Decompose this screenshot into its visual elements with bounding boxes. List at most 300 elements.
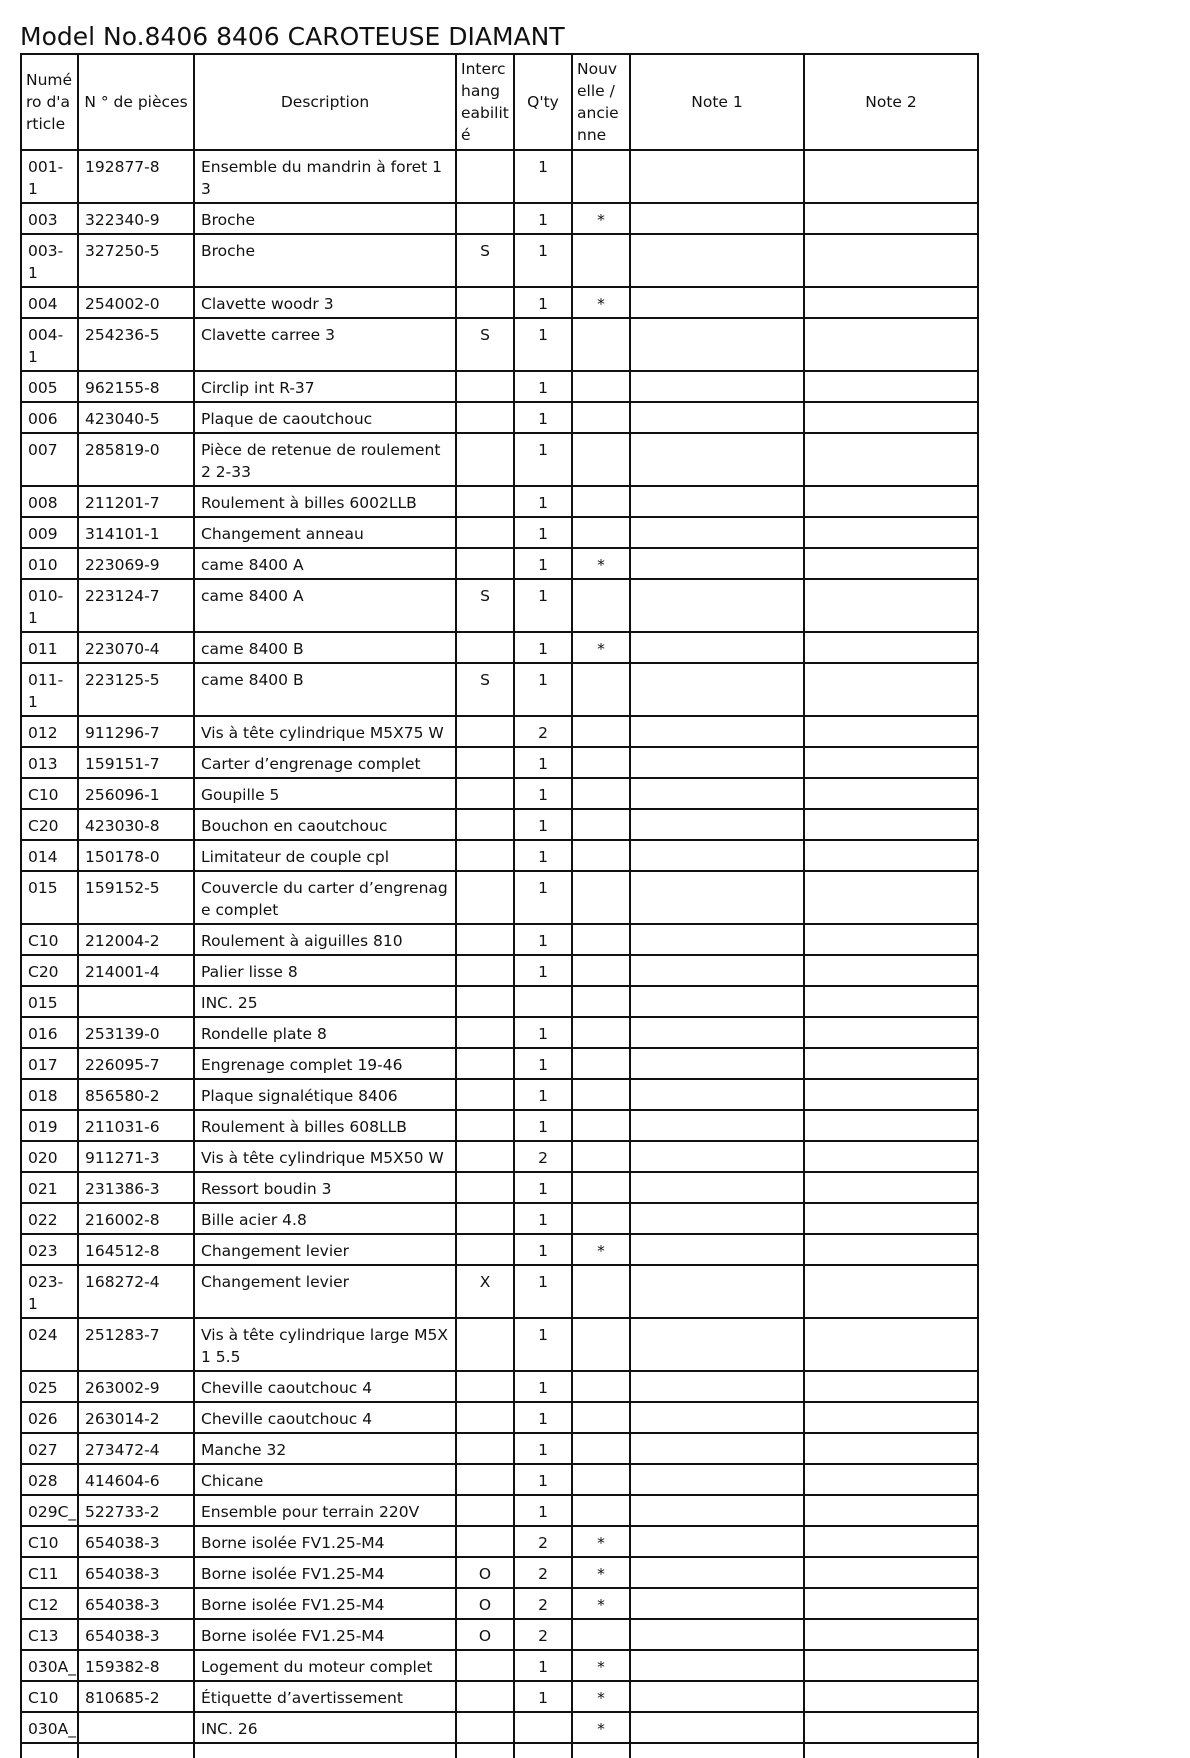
cell-item-number: 004 bbox=[21, 287, 78, 318]
table-row bbox=[21, 1079, 978, 1110]
cell-quantity: 1 bbox=[514, 287, 572, 318]
cell-part-number: 522733-2 bbox=[78, 1495, 194, 1526]
parts-table-body bbox=[21, 150, 978, 1758]
cell-note-1 bbox=[630, 1048, 804, 1079]
cell-interchangeability: S bbox=[456, 663, 514, 716]
cell-interchangeability bbox=[456, 1203, 514, 1234]
cell-description: Bouchon en caoutchouc bbox=[194, 809, 456, 840]
cell-item-number: 017 bbox=[21, 1048, 78, 1079]
cell-description: came 8400 B bbox=[194, 632, 456, 663]
table-row bbox=[21, 287, 978, 318]
cell-new-old: * bbox=[572, 287, 630, 318]
cell-note-2 bbox=[804, 871, 978, 924]
cell-quantity: 1 bbox=[514, 203, 572, 234]
cell-note-1 bbox=[630, 287, 804, 318]
cell-item-number: 023-1 bbox=[21, 1265, 78, 1318]
cell-part-number: 322340-9 bbox=[78, 203, 194, 234]
cell-description: Vis à tête cylindrique large M5X1 5.5 bbox=[194, 1318, 456, 1371]
cell-description: Broche bbox=[194, 203, 456, 234]
cell-interchangeability bbox=[456, 924, 514, 955]
cell-part-number: 216002-8 bbox=[78, 1203, 194, 1234]
cell-new-old bbox=[572, 579, 630, 632]
cell-quantity: 1 bbox=[514, 1402, 572, 1433]
cell-item-number: 001-1 bbox=[21, 150, 78, 203]
cell-interchangeability bbox=[456, 486, 514, 517]
table-row bbox=[21, 203, 978, 234]
cell-note-2 bbox=[804, 486, 978, 517]
table-row bbox=[21, 1265, 978, 1318]
cell-note-2 bbox=[804, 234, 978, 287]
table-row bbox=[21, 1526, 978, 1557]
cell-quantity: 1 bbox=[514, 955, 572, 986]
table-row bbox=[21, 871, 978, 924]
table-row bbox=[21, 1048, 978, 1079]
table-row bbox=[21, 548, 978, 579]
cell-part-number: 226095-7 bbox=[78, 1048, 194, 1079]
cell-note-2 bbox=[804, 986, 978, 1017]
cell-interchangeability bbox=[456, 1318, 514, 1371]
cell-new-old: * bbox=[572, 548, 630, 579]
cell-note-1 bbox=[630, 517, 804, 548]
cell-note-2 bbox=[804, 778, 978, 809]
cell-note-1 bbox=[630, 1526, 804, 1557]
empty-cell bbox=[194, 1743, 456, 1758]
cell-part-number: 212004-2 bbox=[78, 924, 194, 955]
cell-new-old bbox=[572, 1402, 630, 1433]
cell-interchangeability bbox=[456, 517, 514, 548]
cell-interchangeability bbox=[456, 809, 514, 840]
cell-note-1 bbox=[630, 1172, 804, 1203]
cell-description: Plaque de caoutchouc bbox=[194, 402, 456, 433]
cell-quantity: 1 bbox=[514, 548, 572, 579]
table-row bbox=[21, 1588, 978, 1619]
cell-item-number: 006 bbox=[21, 402, 78, 433]
cell-description: INC. 26 bbox=[194, 1712, 456, 1743]
cell-item-number: C20 bbox=[21, 809, 78, 840]
cell-item-number: 007 bbox=[21, 433, 78, 486]
cell-description: Engrenage complet 19-46 bbox=[194, 1048, 456, 1079]
cell-note-2 bbox=[804, 433, 978, 486]
cell-new-old bbox=[572, 1079, 630, 1110]
cell-part-number: 211031-6 bbox=[78, 1110, 194, 1141]
cell-note-2 bbox=[804, 1464, 978, 1495]
cell-item-number: 030A_ bbox=[21, 1712, 78, 1743]
cell-note-2 bbox=[804, 1402, 978, 1433]
cell-description: Chicane bbox=[194, 1464, 456, 1495]
cell-item-number: C11 bbox=[21, 1557, 78, 1588]
table-row bbox=[21, 1402, 978, 1433]
cell-note-2 bbox=[804, 402, 978, 433]
cell-item-number: 028 bbox=[21, 1464, 78, 1495]
cell-interchangeability bbox=[456, 371, 514, 402]
table-row bbox=[21, 1619, 978, 1650]
cell-new-old: * bbox=[572, 1712, 630, 1743]
cell-new-old bbox=[572, 1464, 630, 1495]
cell-description: came 8400 A bbox=[194, 548, 456, 579]
cell-description: Broche bbox=[194, 234, 456, 287]
table-row bbox=[21, 1495, 978, 1526]
cell-interchangeability bbox=[456, 1433, 514, 1464]
cell-note-1 bbox=[630, 1650, 804, 1681]
cell-note-2 bbox=[804, 1048, 978, 1079]
cell-note-1 bbox=[630, 924, 804, 955]
cell-interchangeability bbox=[456, 986, 514, 1017]
table-row bbox=[21, 234, 978, 287]
cell-interchangeability bbox=[456, 150, 514, 203]
table-row bbox=[21, 579, 978, 632]
cell-note-2 bbox=[804, 1650, 978, 1681]
table-row bbox=[21, 986, 978, 1017]
cell-item-number: 013 bbox=[21, 747, 78, 778]
cell-description: Changement anneau bbox=[194, 517, 456, 548]
cell-note-2 bbox=[804, 548, 978, 579]
table-row bbox=[21, 318, 978, 371]
cell-quantity: 1 bbox=[514, 778, 572, 809]
cell-new-old bbox=[572, 747, 630, 778]
cell-quantity: 2 bbox=[514, 1619, 572, 1650]
cell-description: Cheville caoutchouc 4 bbox=[194, 1402, 456, 1433]
cell-description: Cheville caoutchouc 4 bbox=[194, 1371, 456, 1402]
cell-interchangeability: O bbox=[456, 1557, 514, 1588]
cell-note-1 bbox=[630, 840, 804, 871]
cell-description: Circlip int R-37 bbox=[194, 371, 456, 402]
cell-part-number: 911296-7 bbox=[78, 716, 194, 747]
cell-quantity bbox=[514, 986, 572, 1017]
cell-note-1 bbox=[630, 579, 804, 632]
cell-quantity: 1 bbox=[514, 1110, 572, 1141]
table-row bbox=[21, 150, 978, 203]
cell-note-2 bbox=[804, 1712, 978, 1743]
cell-quantity: 1 bbox=[514, 1265, 572, 1318]
cell-item-number: 015 bbox=[21, 871, 78, 924]
cell-note-2 bbox=[804, 1557, 978, 1588]
cell-item-number: 003 bbox=[21, 203, 78, 234]
cell-item-number: C12 bbox=[21, 1588, 78, 1619]
table-row bbox=[21, 1371, 978, 1402]
cell-new-old: * bbox=[572, 632, 630, 663]
cell-new-old bbox=[572, 1265, 630, 1318]
cell-note-1 bbox=[630, 809, 804, 840]
cell-note-2 bbox=[804, 1203, 978, 1234]
cell-item-number: 029C_ bbox=[21, 1495, 78, 1526]
table-row bbox=[21, 632, 978, 663]
cell-new-old: * bbox=[572, 203, 630, 234]
cell-note-1 bbox=[630, 1681, 804, 1712]
cell-quantity: 1 bbox=[514, 517, 572, 548]
cell-part-number: 159382-8 bbox=[78, 1650, 194, 1681]
table-row bbox=[21, 402, 978, 433]
cell-quantity: 1 bbox=[514, 840, 572, 871]
cell-note-1 bbox=[630, 663, 804, 716]
table-row bbox=[21, 716, 978, 747]
cell-note-1 bbox=[630, 1557, 804, 1588]
page-title: Model No.8406 8406 CAROTEUSE DIAMANT bbox=[20, 22, 565, 51]
empty-cell bbox=[78, 1743, 194, 1758]
cell-new-old bbox=[572, 716, 630, 747]
table-row bbox=[21, 1712, 978, 1743]
cell-new-old bbox=[572, 1371, 630, 1402]
cell-quantity: 2 bbox=[514, 1557, 572, 1588]
cell-interchangeability bbox=[456, 287, 514, 318]
cell-part-number: 423030-8 bbox=[78, 809, 194, 840]
cell-note-2 bbox=[804, 1079, 978, 1110]
cell-note-1 bbox=[630, 1588, 804, 1619]
cell-part-number: 263014-2 bbox=[78, 1402, 194, 1433]
cell-note-2 bbox=[804, 1495, 978, 1526]
cell-note-2 bbox=[804, 203, 978, 234]
cell-description: Goupille 5 bbox=[194, 778, 456, 809]
cell-item-number: 005 bbox=[21, 371, 78, 402]
cell-item-number: 027 bbox=[21, 1433, 78, 1464]
table-row bbox=[21, 809, 978, 840]
cell-item-number: 020 bbox=[21, 1141, 78, 1172]
cell-quantity: 1 bbox=[514, 1203, 572, 1234]
cell-note-2 bbox=[804, 1172, 978, 1203]
cell-part-number: 150178-0 bbox=[78, 840, 194, 871]
cell-quantity: 1 bbox=[514, 663, 572, 716]
table-row bbox=[21, 1557, 978, 1588]
cell-note-2 bbox=[804, 1619, 978, 1650]
cell-note-2 bbox=[804, 1681, 978, 1712]
cell-interchangeability bbox=[456, 1048, 514, 1079]
cell-item-number: 019 bbox=[21, 1110, 78, 1141]
cell-interchangeability: S bbox=[456, 234, 514, 287]
empty-cell bbox=[630, 1743, 804, 1758]
cell-quantity: 1 bbox=[514, 1371, 572, 1402]
cell-interchangeability bbox=[456, 778, 514, 809]
cell-description: Vis à tête cylindrique M5X50 W bbox=[194, 1141, 456, 1172]
cell-quantity: 1 bbox=[514, 1172, 572, 1203]
cell-note-2 bbox=[804, 1371, 978, 1402]
cell-new-old bbox=[572, 871, 630, 924]
cell-interchangeability: S bbox=[456, 318, 514, 371]
cell-quantity: 1 bbox=[514, 1048, 572, 1079]
cell-new-old bbox=[572, 371, 630, 402]
cell-part-number: 211201-7 bbox=[78, 486, 194, 517]
cell-part-number: 263002-9 bbox=[78, 1371, 194, 1402]
cell-interchangeability bbox=[456, 402, 514, 433]
table-row bbox=[21, 778, 978, 809]
cell-part-number: 654038-3 bbox=[78, 1526, 194, 1557]
cell-new-old bbox=[572, 1203, 630, 1234]
cell-description: Manche 32 bbox=[194, 1433, 456, 1464]
column-header-new-old: Nouvelle / ancienne bbox=[572, 54, 630, 150]
cell-item-number: 023 bbox=[21, 1234, 78, 1265]
cell-note-2 bbox=[804, 663, 978, 716]
cell-new-old bbox=[572, 318, 630, 371]
cell-note-1 bbox=[630, 778, 804, 809]
column-header-part-number: N ° de pièces bbox=[78, 54, 194, 150]
cell-new-old bbox=[572, 1172, 630, 1203]
cell-note-2 bbox=[804, 840, 978, 871]
cell-new-old: * bbox=[572, 1681, 630, 1712]
cell-item-number: C13 bbox=[21, 1619, 78, 1650]
cell-note-2 bbox=[804, 809, 978, 840]
cell-note-1 bbox=[630, 1141, 804, 1172]
cell-note-2 bbox=[804, 579, 978, 632]
cell-part-number: 423040-5 bbox=[78, 402, 194, 433]
cell-description: Ressort boudin 3 bbox=[194, 1172, 456, 1203]
cell-note-2 bbox=[804, 747, 978, 778]
cell-new-old bbox=[572, 809, 630, 840]
cell-note-2 bbox=[804, 150, 978, 203]
cell-item-number: 011-1 bbox=[21, 663, 78, 716]
cell-item-number: 024 bbox=[21, 1318, 78, 1371]
table-row bbox=[21, 486, 978, 517]
cell-new-old bbox=[572, 1433, 630, 1464]
column-header-quantity: Q'ty bbox=[514, 54, 572, 150]
table-row bbox=[21, 747, 978, 778]
cell-description: Clavette carree 3 bbox=[194, 318, 456, 371]
cell-item-number: 011 bbox=[21, 632, 78, 663]
cell-part-number bbox=[78, 1712, 194, 1743]
cell-new-old bbox=[572, 402, 630, 433]
cell-note-1 bbox=[630, 1079, 804, 1110]
cell-item-number: 021 bbox=[21, 1172, 78, 1203]
cell-new-old: * bbox=[572, 1588, 630, 1619]
cell-interchangeability bbox=[456, 1172, 514, 1203]
cell-item-number: 012 bbox=[21, 716, 78, 747]
cell-new-old bbox=[572, 1141, 630, 1172]
cell-quantity: 1 bbox=[514, 1234, 572, 1265]
cell-new-old: * bbox=[572, 1234, 630, 1265]
cell-item-number: 003-1 bbox=[21, 234, 78, 287]
cell-interchangeability bbox=[456, 203, 514, 234]
cell-quantity: 1 bbox=[514, 1650, 572, 1681]
cell-interchangeability bbox=[456, 1402, 514, 1433]
cell-description: Borne isolée FV1.25-M4 bbox=[194, 1526, 456, 1557]
cell-new-old: * bbox=[572, 1526, 630, 1557]
cell-part-number: 285819-0 bbox=[78, 433, 194, 486]
table-row bbox=[21, 924, 978, 955]
cell-part-number: 911271-3 bbox=[78, 1141, 194, 1172]
cell-note-1 bbox=[630, 486, 804, 517]
cell-quantity: 1 bbox=[514, 318, 572, 371]
cell-quantity: 1 bbox=[514, 1079, 572, 1110]
cell-note-2 bbox=[804, 1526, 978, 1557]
cell-quantity: 1 bbox=[514, 871, 572, 924]
cell-part-number: 256096-1 bbox=[78, 778, 194, 809]
column-header-description: Description bbox=[194, 54, 456, 150]
cell-new-old bbox=[572, 1017, 630, 1048]
cell-description: Roulement à billes 6002LLB bbox=[194, 486, 456, 517]
cell-interchangeability bbox=[456, 1017, 514, 1048]
cell-new-old bbox=[572, 778, 630, 809]
cell-new-old bbox=[572, 1318, 630, 1371]
cell-note-2 bbox=[804, 318, 978, 371]
cell-new-old bbox=[572, 150, 630, 203]
cell-quantity: 1 bbox=[514, 402, 572, 433]
cell-note-1 bbox=[630, 1203, 804, 1234]
cell-description: Couvercle du carter d’engrenage complet bbox=[194, 871, 456, 924]
cell-item-number: 026 bbox=[21, 1402, 78, 1433]
cell-quantity: 1 bbox=[514, 747, 572, 778]
cell-note-2 bbox=[804, 1433, 978, 1464]
cell-part-number: 231386-3 bbox=[78, 1172, 194, 1203]
cell-part-number: 273472-4 bbox=[78, 1433, 194, 1464]
cell-new-old bbox=[572, 234, 630, 287]
cell-interchangeability bbox=[456, 955, 514, 986]
cell-item-number: 022 bbox=[21, 1203, 78, 1234]
cell-description: Plaque signalétique 8406 bbox=[194, 1079, 456, 1110]
cell-item-number: C10 bbox=[21, 1681, 78, 1712]
cell-note-1 bbox=[630, 1318, 804, 1371]
cell-part-number: 159152-5 bbox=[78, 871, 194, 924]
cell-description: Borne isolée FV1.25-M4 bbox=[194, 1557, 456, 1588]
cell-note-2 bbox=[804, 924, 978, 955]
cell-quantity: 2 bbox=[514, 1588, 572, 1619]
cell-part-number: 654038-3 bbox=[78, 1588, 194, 1619]
cell-new-old: * bbox=[572, 1650, 630, 1681]
table-row-partial bbox=[21, 1743, 978, 1758]
cell-description: Ensemble du mandrin à foret 13 bbox=[194, 150, 456, 203]
cell-part-number: 214001-4 bbox=[78, 955, 194, 986]
cell-description: Roulement à aiguilles 810 bbox=[194, 924, 456, 955]
cell-interchangeability bbox=[456, 1079, 514, 1110]
cell-new-old bbox=[572, 1048, 630, 1079]
cell-part-number: 168272-4 bbox=[78, 1265, 194, 1318]
cell-interchangeability bbox=[456, 1464, 514, 1495]
table-row bbox=[21, 1433, 978, 1464]
cell-item-number: 010 bbox=[21, 548, 78, 579]
cell-note-1 bbox=[630, 203, 804, 234]
cell-description: Clavette woodr 3 bbox=[194, 287, 456, 318]
cell-part-number: 962155-8 bbox=[78, 371, 194, 402]
table-row bbox=[21, 433, 978, 486]
cell-part-number: 856580-2 bbox=[78, 1079, 194, 1110]
cell-note-2 bbox=[804, 1234, 978, 1265]
cell-note-1 bbox=[630, 986, 804, 1017]
table-row bbox=[21, 955, 978, 986]
cell-note-1 bbox=[630, 1234, 804, 1265]
cell-item-number: C10 bbox=[21, 924, 78, 955]
cell-new-old bbox=[572, 1495, 630, 1526]
cell-quantity: 1 bbox=[514, 632, 572, 663]
empty-cell bbox=[514, 1743, 572, 1758]
cell-interchangeability: S bbox=[456, 579, 514, 632]
table-row bbox=[21, 1234, 978, 1265]
cell-note-1 bbox=[630, 955, 804, 986]
cell-part-number: 223069-9 bbox=[78, 548, 194, 579]
column-header-item-number: Numéro d'article bbox=[21, 54, 78, 150]
cell-note-1 bbox=[630, 371, 804, 402]
cell-quantity: 1 bbox=[514, 433, 572, 486]
cell-note-2 bbox=[804, 1265, 978, 1318]
cell-note-2 bbox=[804, 1017, 978, 1048]
cell-note-2 bbox=[804, 1318, 978, 1371]
cell-part-number: 414604-6 bbox=[78, 1464, 194, 1495]
cell-part-number: 223124-7 bbox=[78, 579, 194, 632]
cell-part-number: 159151-7 bbox=[78, 747, 194, 778]
cell-part-number bbox=[78, 986, 194, 1017]
cell-note-2 bbox=[804, 1588, 978, 1619]
cell-description: Carter d’engrenage complet bbox=[194, 747, 456, 778]
cell-new-old bbox=[572, 663, 630, 716]
cell-note-1 bbox=[630, 433, 804, 486]
cell-interchangeability bbox=[456, 1234, 514, 1265]
cell-note-1 bbox=[630, 1433, 804, 1464]
cell-note-1 bbox=[630, 1619, 804, 1650]
cell-interchangeability bbox=[456, 716, 514, 747]
empty-cell bbox=[804, 1743, 978, 1758]
cell-quantity: 2 bbox=[514, 716, 572, 747]
cell-quantity: 1 bbox=[514, 924, 572, 955]
cell-new-old bbox=[572, 433, 630, 486]
cell-note-1 bbox=[630, 1017, 804, 1048]
cell-interchangeability bbox=[456, 1650, 514, 1681]
cell-description: Bille acier 4.8 bbox=[194, 1203, 456, 1234]
empty-cell bbox=[572, 1743, 630, 1758]
